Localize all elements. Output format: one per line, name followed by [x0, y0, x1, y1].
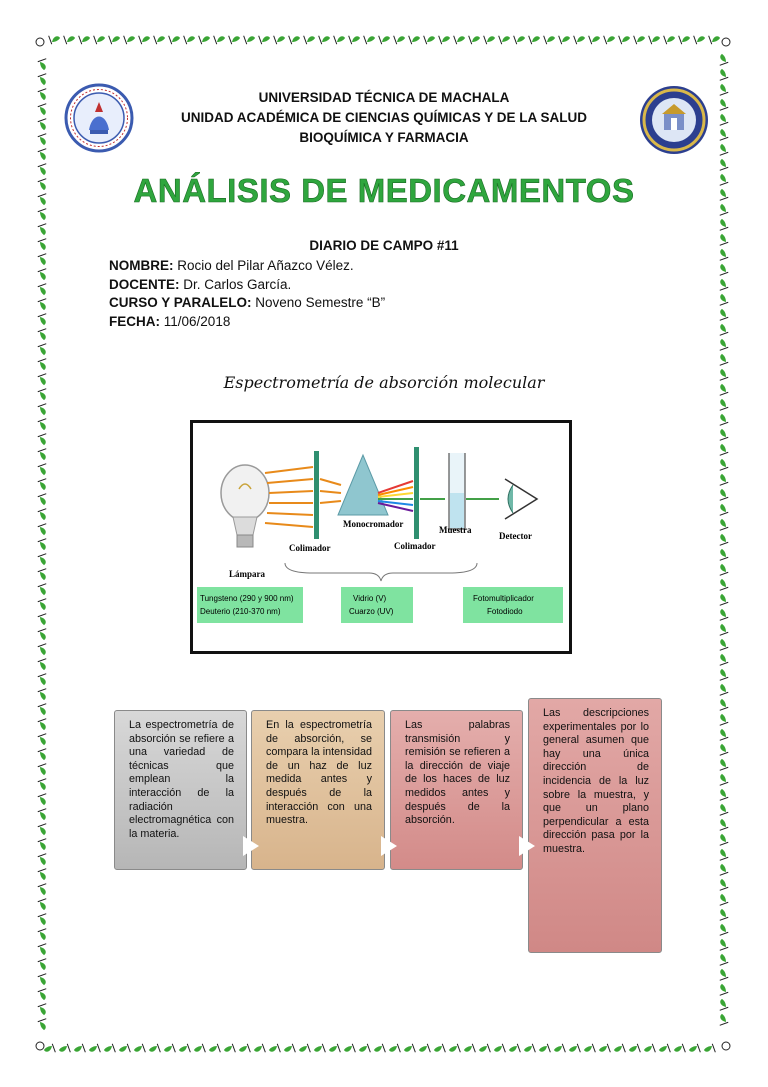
vine-leaf	[716, 938, 728, 950]
vine-leaf	[716, 698, 728, 710]
institution-header	[0, 88, 768, 148]
vine-leaf	[38, 674, 50, 686]
vine-leaf	[328, 1044, 340, 1056]
vine-leaf	[716, 278, 728, 290]
vine-leaf	[716, 743, 728, 755]
vine-leaf	[568, 1044, 580, 1056]
vine-leaf	[38, 329, 50, 341]
material-2: Cuarzo (UV)	[349, 607, 394, 616]
vine-leaf	[478, 1044, 490, 1056]
vine-leaf	[716, 398, 728, 410]
vine-leaf	[716, 263, 728, 275]
vine-leaf	[716, 428, 728, 440]
vine-leaf	[716, 908, 728, 920]
vine-leaf	[716, 998, 728, 1010]
info-name: NOMBRE: Rocio del Pilar Añazco Vélez.	[109, 258, 354, 273]
vine-leaf	[109, 32, 121, 44]
step-arrow-1	[243, 836, 259, 856]
vine-leaf	[589, 32, 601, 44]
label-colimador-2: Colimador	[394, 541, 436, 551]
vine-leaf	[38, 839, 50, 851]
vine-leaf	[703, 1044, 715, 1056]
vine-leaf	[38, 614, 50, 626]
vine-leaf	[124, 32, 136, 44]
vine-leaf	[716, 578, 728, 590]
vine-leaf	[118, 1044, 130, 1056]
info-course: CURSO Y PARALELO: Noveno Semestre “B”	[109, 295, 386, 310]
step-arrow-3	[519, 836, 535, 856]
vine-leaf	[716, 158, 728, 170]
collimator-1	[314, 451, 319, 539]
vine-leaf	[604, 32, 616, 44]
vine-leaf	[38, 989, 50, 1001]
vine-leaf	[716, 713, 728, 725]
vine-curl	[722, 38, 730, 46]
vine-leaf	[716, 653, 728, 665]
detector-type-1: Fotomultiplicador	[473, 594, 534, 603]
lamp-icon	[221, 465, 269, 547]
process-step-2: En la espectrometría de absorción, se compara la intensidad de un haz de luz medida antes y después de la interacción con una muestra.	[251, 710, 385, 870]
info-date: FECHA: 11/06/2018	[109, 313, 231, 329]
vine-leaf	[38, 974, 50, 986]
vine-leaf	[38, 899, 50, 911]
vine-leaf	[658, 1044, 670, 1056]
vine-leaf	[716, 518, 728, 530]
vine-leaf	[139, 32, 151, 44]
vine-leaf	[716, 548, 728, 560]
lamp-rays	[265, 467, 313, 527]
vine-leaf	[628, 1044, 640, 1056]
vine-leaf	[38, 509, 50, 521]
diario-heading: DIARIO DE CAMPO #11	[309, 238, 459, 253]
vine-leaf	[679, 32, 691, 44]
detector-types-bar	[463, 587, 563, 623]
vine-leaf	[716, 353, 728, 365]
vine-leaf	[716, 773, 728, 785]
section-subtitle: Espectrometría de absorción molecular	[223, 373, 545, 392]
vine-leaf	[49, 32, 61, 44]
vine-leaf	[208, 1044, 220, 1056]
vine-leaf	[38, 794, 50, 806]
header-university: UNIVERSIDAD TÉCNICA DE MACHALA	[258, 90, 510, 105]
vine-leaf	[38, 824, 50, 836]
vine-leaf	[553, 1044, 565, 1056]
grouping-brace	[285, 563, 477, 581]
vine-leaf	[709, 32, 721, 44]
vine-leaf	[716, 848, 728, 860]
vine-leaf	[716, 728, 728, 740]
label-detector: Detector	[499, 531, 532, 541]
vine-leaf	[38, 644, 50, 656]
vine-leaf	[716, 683, 728, 695]
vine-leaf	[403, 1044, 415, 1056]
vine-leaf	[716, 668, 728, 680]
vine-leaf	[38, 254, 50, 266]
vine-leaf	[613, 1044, 625, 1056]
vine-leaf	[38, 659, 50, 671]
vine-leaf	[716, 293, 728, 305]
vine-leaf	[484, 32, 496, 44]
vine-leaf	[716, 338, 728, 350]
vine-leaf	[38, 854, 50, 866]
vine-leaf	[184, 32, 196, 44]
vine-leaf	[716, 878, 728, 890]
vine-leaf	[38, 689, 50, 701]
vine-leaf	[538, 1044, 550, 1056]
vine-leaf	[73, 1044, 85, 1056]
vine-leaf	[38, 884, 50, 896]
vine-leaf	[716, 473, 728, 485]
vine-leaf	[38, 524, 50, 536]
vine-leaf	[716, 833, 728, 845]
vine-leaf	[716, 758, 728, 770]
vine-leaf	[424, 32, 436, 44]
vine-leaf	[38, 74, 50, 86]
vine-leaf	[214, 32, 226, 44]
vine-leaf	[38, 869, 50, 881]
vine-leaf	[418, 1044, 430, 1056]
vine-leaf	[634, 32, 646, 44]
vine-leaf	[523, 1044, 535, 1056]
vine-leaf	[716, 923, 728, 935]
vine-leaf	[88, 1044, 100, 1056]
vine-leaf	[343, 1044, 355, 1056]
vine-leaf	[193, 1044, 205, 1056]
vine-leaf	[38, 224, 50, 236]
vine-leaf	[529, 32, 541, 44]
vine-leaf	[38, 704, 50, 716]
vine-leaf	[38, 734, 50, 746]
vine-leaf	[298, 1044, 310, 1056]
label-monocromador: Monocromador	[343, 519, 404, 529]
vine-leaf	[38, 629, 50, 641]
vine-leaf	[514, 32, 526, 44]
label-colimador-1: Colimador	[289, 543, 331, 553]
vine-leaf	[469, 32, 481, 44]
step-arrow-2	[381, 836, 397, 856]
vine-leaf	[574, 32, 586, 44]
vine-leaf	[58, 1044, 70, 1056]
label-lampara: Lámpara	[229, 569, 265, 579]
vine-leaf	[38, 419, 50, 431]
vine-leaf	[253, 1044, 265, 1056]
vine-leaf	[38, 599, 50, 611]
vine-leaf	[716, 788, 728, 800]
vine-leaf	[716, 323, 728, 335]
vine-leaf	[619, 32, 631, 44]
vine-leaf	[649, 32, 661, 44]
process-step-1: La espectrometría de absorción se refiere a una variedad de técnicas que emplean la interacción de la radiación electromagnética con la materia.	[114, 710, 247, 870]
vine-leaf	[38, 299, 50, 311]
vine-leaf	[178, 1044, 190, 1056]
vine-leaf	[38, 479, 50, 491]
vine-leaf	[38, 764, 50, 776]
vine-leaf	[716, 533, 728, 545]
vine-curl	[36, 1042, 44, 1050]
vine-leaf	[38, 59, 50, 71]
collimator-2	[414, 447, 419, 539]
vine-leaf	[358, 1044, 370, 1056]
vine-leaf	[103, 1044, 115, 1056]
vine-leaf	[223, 1044, 235, 1056]
vine-leaf	[583, 1044, 595, 1056]
prism-monochromator	[338, 455, 388, 515]
vine-leaf	[373, 1044, 385, 1056]
vine-leaf	[379, 32, 391, 44]
vine-leaf	[38, 269, 50, 281]
vine-leaf	[598, 1044, 610, 1056]
vine-leaf	[716, 53, 728, 65]
vine-leaf	[38, 914, 50, 926]
vine-leaf	[38, 944, 50, 956]
process-step-4: Las descripciones experimentales por lo general asumen que hay una única dirección de incidencia de la luz sobre la muestra, y que un plano perpendicular a esta dirección pasa por la muestra.	[528, 698, 662, 953]
vine-leaf	[64, 32, 76, 44]
vine-leaf	[38, 314, 50, 326]
vine-leaf	[716, 623, 728, 635]
vine-leaf	[38, 554, 50, 566]
vine-leaf	[319, 32, 331, 44]
lamp-type-2: Deuterio (210-370 nm)	[200, 607, 281, 616]
vine-leaf	[716, 893, 728, 905]
vine-leaf	[673, 1044, 685, 1056]
vine-leaf	[716, 68, 728, 80]
vine-leaf	[38, 404, 50, 416]
vine-leaf	[664, 32, 676, 44]
vine-leaf	[38, 359, 50, 371]
vine-leaf	[38, 584, 50, 596]
vine-leaf	[349, 32, 361, 44]
vine-leaf	[409, 32, 421, 44]
vine-leaf	[38, 464, 50, 476]
vine-leaf	[38, 344, 50, 356]
vine-leaf	[133, 1044, 145, 1056]
vine-leaf	[169, 32, 181, 44]
vine-leaf	[244, 32, 256, 44]
vine-leaf	[229, 32, 241, 44]
vine-leaf	[38, 929, 50, 941]
vine-leaf	[694, 32, 706, 44]
header-unit: UNIDAD ACADÉMICA DE CIENCIAS QUÍMICAS Y DE LA SALUD	[180, 110, 588, 125]
vine-leaf	[94, 32, 106, 44]
vine-leaf	[716, 968, 728, 980]
vine-leaf	[38, 434, 50, 446]
vine-leaf	[716, 983, 728, 995]
vine-leaf	[38, 1019, 50, 1031]
vine-leaf	[199, 32, 211, 44]
vine-leaf	[313, 1044, 325, 1056]
vine-leaf	[304, 32, 316, 44]
vine-leaf	[388, 1044, 400, 1056]
vine-leaf	[559, 32, 571, 44]
vine-leaf	[38, 749, 50, 761]
vine-leaf	[643, 1044, 655, 1056]
vine-leaf	[38, 809, 50, 821]
process-step-3: Las palabras transmisión y remisión se refieren a la dirección de viaje de los haces de luz medidos antes y después de la absorción.	[390, 710, 523, 870]
vine-leaf	[38, 284, 50, 296]
vine-leaf	[716, 863, 728, 875]
vine-leaf	[38, 779, 50, 791]
page-title: ANÁLISIS DE MEDICAMENTOS	[133, 172, 635, 209]
vine-leaf	[716, 608, 728, 620]
vine-leaf	[716, 803, 728, 815]
vine-leaf	[716, 458, 728, 470]
vine-leaf	[79, 32, 91, 44]
vine-leaf	[463, 1044, 475, 1056]
vine-leaf	[544, 32, 556, 44]
vine-leaf	[716, 443, 728, 455]
vine-leaf	[508, 1044, 520, 1056]
vine-leaf	[289, 32, 301, 44]
vine-leaf	[394, 32, 406, 44]
vine-leaf	[268, 1044, 280, 1056]
vine-leaf	[499, 32, 511, 44]
vine-leaf	[716, 593, 728, 605]
vine-leaf	[38, 719, 50, 731]
vine-leaf	[716, 953, 728, 965]
vine-leaf	[38, 494, 50, 506]
vine-leaf	[493, 1044, 505, 1056]
vine-leaf	[148, 1044, 160, 1056]
vine-leaf	[38, 149, 50, 161]
vine-leaf	[274, 32, 286, 44]
lamp-type-1: Tungsteno (290 y 900 nm)	[200, 594, 294, 603]
detector-eye-icon	[505, 479, 537, 519]
vine-leaf	[43, 1044, 55, 1056]
student-info	[109, 257, 385, 331]
detector-type-2: Fotodiodo	[487, 607, 523, 616]
vine-leaf	[283, 1044, 295, 1056]
vine-leaf	[163, 1044, 175, 1056]
vine-leaf	[38, 1004, 50, 1016]
vine-leaf	[38, 959, 50, 971]
spectrometer-diagram	[190, 420, 572, 654]
lamp-types-bar	[197, 587, 303, 623]
vine-leaf	[716, 818, 728, 830]
material-1: Vidrio (V)	[353, 594, 387, 603]
vine-leaf	[38, 539, 50, 551]
vine-leaf	[716, 1013, 728, 1025]
materials-bar	[341, 587, 413, 623]
vine-leaf	[716, 503, 728, 515]
vine-leaf	[716, 308, 728, 320]
vine-leaf	[154, 32, 166, 44]
vine-leaf	[439, 32, 451, 44]
vine-leaf	[688, 1044, 700, 1056]
vine-leaf	[716, 638, 728, 650]
info-teacher: DOCENTE: Dr. Carlos García.	[109, 276, 292, 292]
vine-curl	[722, 1042, 730, 1050]
spectrometer-drawing	[193, 423, 569, 651]
vine-leaf	[38, 449, 50, 461]
header-career: BIOQUÍMICA Y FARMACIA	[299, 130, 469, 145]
vine-leaf	[334, 32, 346, 44]
vine-leaf	[448, 1044, 460, 1056]
vine-curl	[36, 38, 44, 46]
vine-leaf	[259, 32, 271, 44]
vine-leaf	[433, 1044, 445, 1056]
vine-leaf	[716, 488, 728, 500]
vine-leaf	[38, 209, 50, 221]
vine-leaf	[716, 413, 728, 425]
vine-leaf	[454, 32, 466, 44]
vine-leaf	[38, 569, 50, 581]
vine-leaf	[364, 32, 376, 44]
vine-leaf	[238, 1044, 250, 1056]
label-muestra: Muestra	[439, 525, 472, 535]
vine-leaf	[716, 563, 728, 575]
vine-leaf	[716, 218, 728, 230]
